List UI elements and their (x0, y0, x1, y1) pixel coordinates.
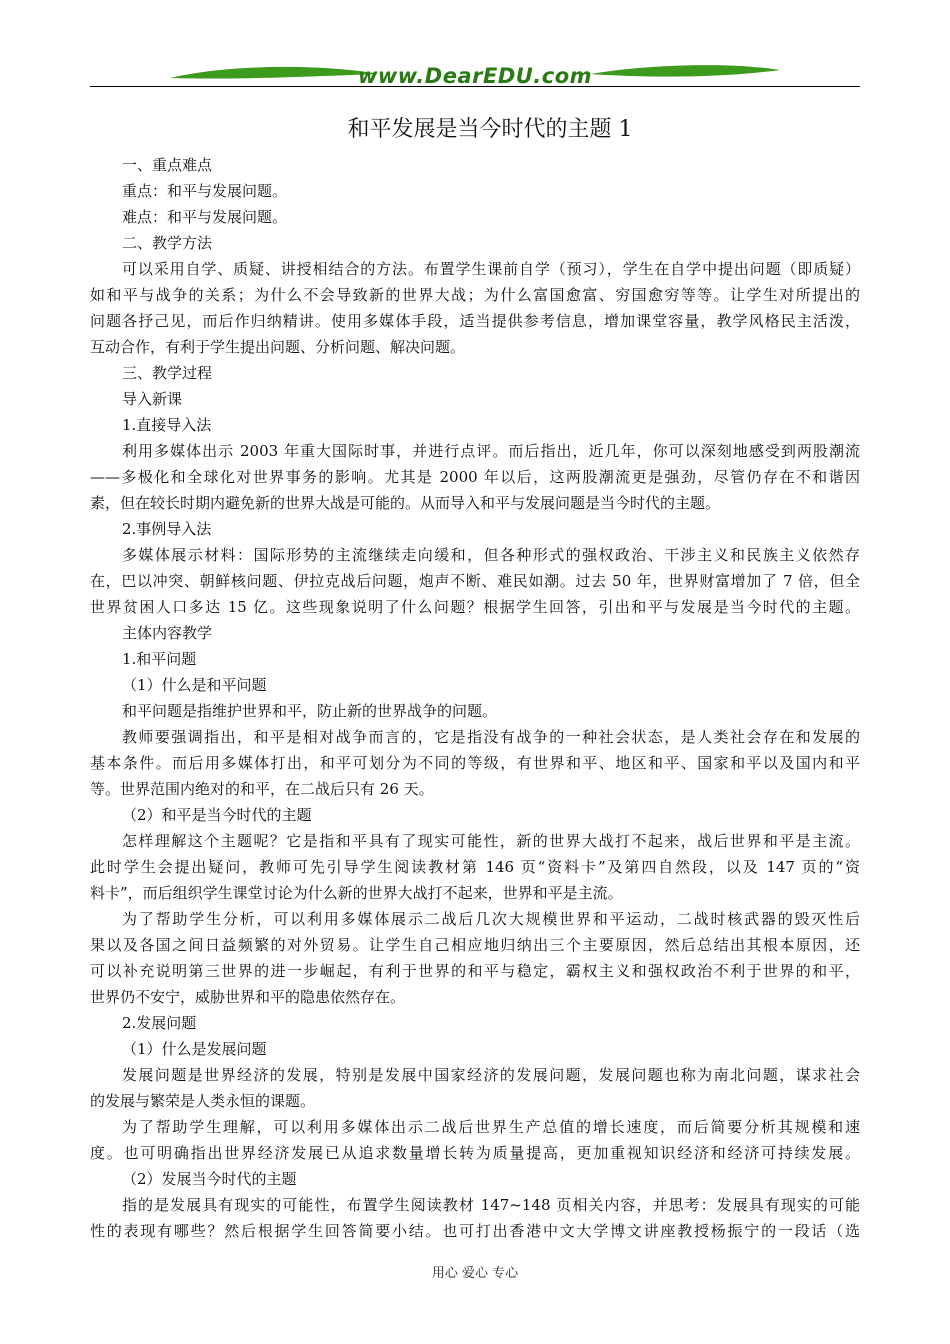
document-body (90, 152, 860, 1244)
paragraph-line: 等。世界范围内绝对的和平，在二战后只有 26 天。 (90, 780, 434, 798)
paragraph-line: 性的表现有哪些？然后根据学生回答简要小结。也可打出香港中文大学博文讲座教授杨振宁的一段话（选 (90, 1222, 860, 1240)
paragraph-line: 导入新课 (122, 390, 183, 408)
paragraph-line: 1.和平问题 (122, 650, 197, 668)
paragraph-line: （1）什么是发展问题 (122, 1040, 267, 1058)
paragraph-line: 教师要强调指出，和平是相对战争而言的，它是指没有战争的一种社会状态，是人类社会存在和发展的 (122, 728, 860, 746)
paragraph-line: 问题各抒己见，而后作归纳精讲。使用多媒体手段，适当提供参考信息，增加课堂容量，教学风格民主活泼， (90, 312, 860, 330)
paragraph-line: 重点：和平与发展问题。 (122, 182, 288, 200)
paragraph-line: 主体内容教学 (122, 624, 213, 642)
paragraph-line: 难点：和平与发展问题。 (122, 208, 288, 226)
paragraph-line: 多媒体展示材料：国际形势的主流继续走向缓和，但各种形式的强权政治、干涉主义和民族主义依然存 (122, 546, 860, 564)
paragraph-line: 三、教学过程 (122, 364, 213, 382)
paragraph-line: 度。也可明确指出世界经济发展已从追求数量增长转为质量提高，更加重视知识经济和经济可持续发展。 (90, 1144, 860, 1162)
paragraph-line: ——多极化和全球化对世界事务的影响。尤其是 2000 年以后，这两股潮流更是强劲，尽管仍存在不和谐因 (90, 468, 860, 486)
paragraph-line: 2.事例导入法 (122, 520, 212, 538)
paragraph-line: 发展问题是世界经济的发展，特别是发展中国家经济的发展问题，发展问题也称为南北问题，谋求社会 (122, 1066, 860, 1084)
paragraph-line: 指的是发展具有现实的可能性，布置学生阅读教材 147~148 页相关内容，并思考：发展具有现实的可能 (122, 1196, 860, 1214)
paragraph-line: 素，但在较长时期内避免新的世界大战是可能的。从而导入和平与发展问题是当今时代的主题。 (90, 494, 721, 512)
paragraph-line: 如和平与战争的关系；为什么不会导致新的世界大战；为什么富国愈富、穷国愈穷等等。让学生对所提出的 (90, 286, 860, 304)
site-logo-text: www.DearEDU.com (357, 64, 593, 88)
paragraph-line: （2）和平是当今时代的主题 (122, 806, 312, 824)
header-divider (90, 86, 860, 87)
paragraph-line: 1.直接导入法 (122, 416, 212, 434)
site-header-logo (90, 62, 860, 92)
paragraph-line: 怎样理解这个主题呢？它是指和平具有了现实可能性，新的世界大战打不起来，战后世界和平是主流。 (122, 832, 860, 850)
paragraph-line: 二、教学方法 (122, 234, 213, 252)
paragraph-line: 可以采用自学、质疑、讲授相结合的方法。布置学生课前自学（预习），学生在自学中提出问题（即质疑） (122, 260, 860, 278)
paragraph-line: 料卡”，而后组织学生课堂讨论为什么新的世界大战打不起来，世界和平是主流。 (90, 884, 623, 902)
paragraph-line: 果以及各国之间日益频繁的对外贸易。让学生自己相应地归纳出三个主要原因，然后总结出其根本原因，还 (90, 936, 860, 954)
paragraph-line: 和平问题是指维护世界和平，防止新的世界战争的问题。 (122, 702, 498, 720)
paragraph-line: 利用多媒体出示 2003 年重大国际时事，并进行点评。而后指出，近几年，你可以深刻地感受到两股潮流 (122, 442, 860, 460)
paragraph-line: 基本条件。而后用多媒体打出，和平可划分为不同的等级，有世界和平、地区和平、国家和平以及国内和平 (90, 754, 860, 772)
paragraph-line: 此时学生会提出疑问，教师可先引导学生阅读教材第 146 页“资料卡”及第四自然段，以及 147 页的“资 (90, 858, 860, 876)
paragraph-line: 世界贫困人口多达 15 亿。这些现象说明了什么问题？根据学生回答，引出和平与发展是当今时代的主题。 (90, 598, 860, 616)
paragraph-line: 互动合作，有利于学生提出问题、分析问题、解决问题。 (90, 338, 466, 356)
paragraph-line: 为了帮助学生分析，可以利用多媒体展示二战后几次大规模世界和平运动，二战时核武器的毁灭性后 (122, 910, 860, 928)
page-footer: 用心 爱心 专心 (431, 1266, 519, 1281)
paragraph-line: （2）发展当今时代的主题 (122, 1170, 297, 1188)
paragraph-line: 在，巴以冲突、朝鲜核问题、伊拉克战后问题，炮声不断、难民如潮。过去 50 年，世界财富增加了 7 倍，但全 (90, 572, 860, 590)
paragraph-line: 世界仍不安宁，威胁世界和平的隐患依然存在。 (90, 988, 406, 1006)
paragraph-line: 2.发展问题 (122, 1014, 197, 1032)
paragraph-line: 的发展与繁荣是人类永恒的课题。 (90, 1092, 316, 1110)
paragraph-line: 一、重点难点 (122, 156, 213, 174)
paragraph-line: 为了帮助学生理解，可以利用多媒体出示二战后世界生产总值的增长速度，而后简要分析其规模和速 (122, 1118, 860, 1136)
paragraph-line: 可以补充说明第三世界的进一步崛起，有利于世界的和平与稳定，霸权主义和强权政治不利于世界的和平， (90, 962, 860, 980)
paragraph-line: （1）什么是和平问题 (122, 676, 267, 694)
document-title: 和平发展是当今时代的主题 1 (347, 117, 633, 142)
